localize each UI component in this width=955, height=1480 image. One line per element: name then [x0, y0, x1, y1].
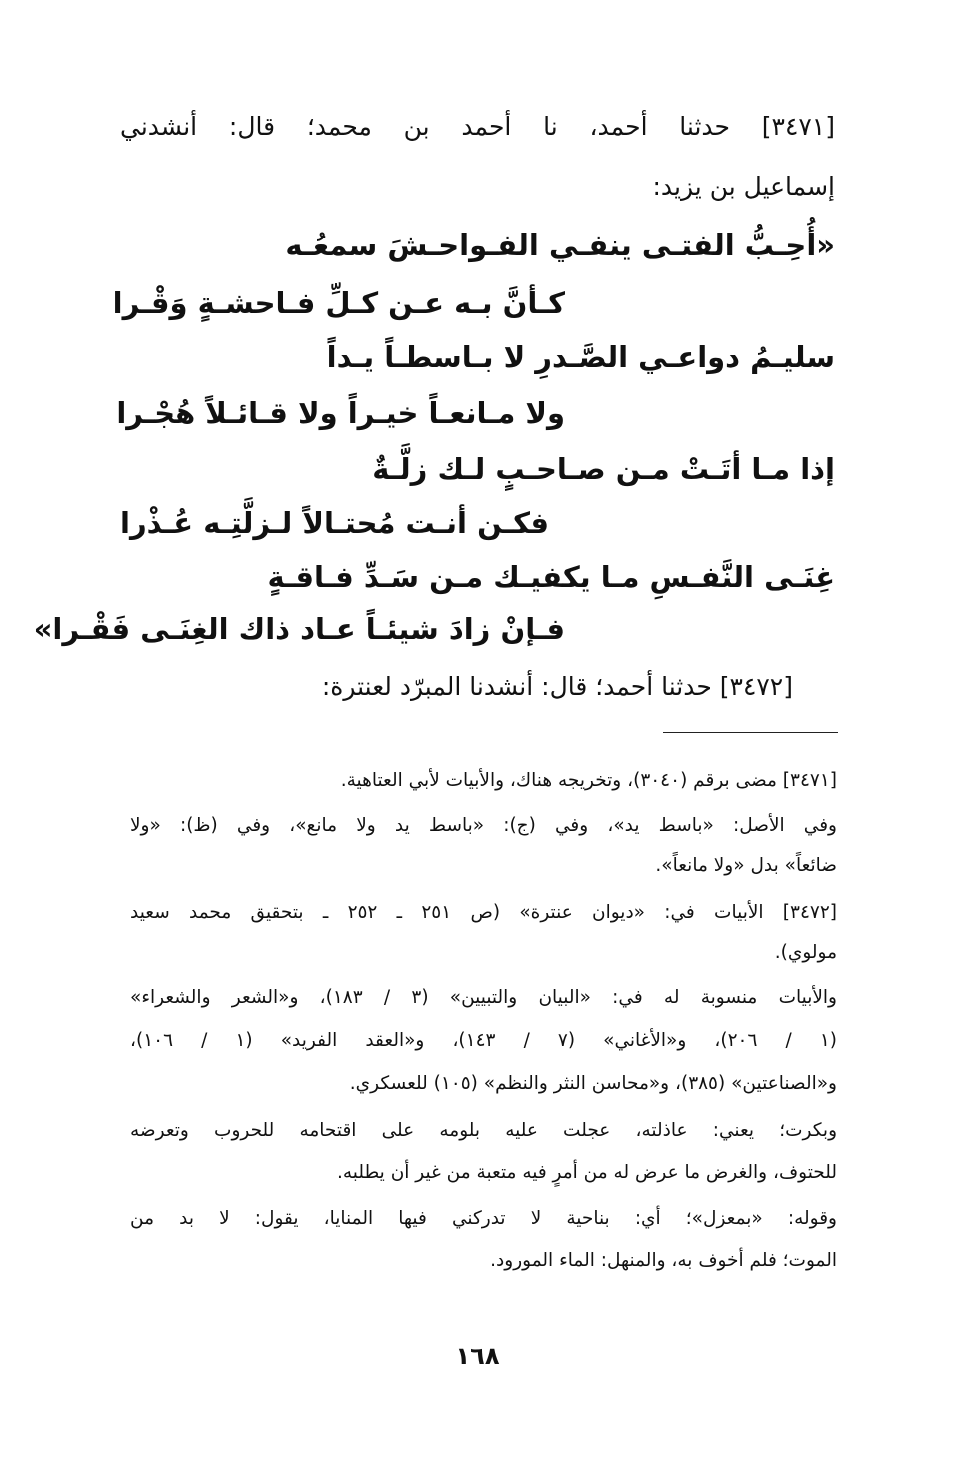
verse-3-hemistich-b: فكـن أنـت مُحتـالاً لـزلَّتِـه عُـذْرا	[120, 506, 549, 540]
verse-3-hemistich-a: إذا مـا أتَـتْ مـن صـاحـبٍ لـك زلَّـةٌ	[372, 452, 835, 486]
verse-1-hemistich-a: «أُحِـبُّ الفتـى ينفـي الفـواحـشَ سمعُـه	[285, 228, 835, 262]
footnote-sources-line-1: والأبيات منسوبة له في: «البيان والتبيين» (٣ / ١٨٣)، و«الشعر والشعراء»	[130, 987, 837, 1008]
footnote-3471: [٣٤٧١] مضى برقم (٣٠٤٠)، وتخريجه هناك، والأبيات لأبي العتاهية.	[340, 770, 837, 791]
verse-2-hemistich-a: سليـمُ دواعـي الصَّـدرِ لا بـاسطـاً يـداً	[326, 340, 835, 374]
footnote-explanation-line-1: وبكرت؛ يعني: عاذلته، عجلت عليه بلومه على اقتحامه للحروب وتعرضه	[130, 1120, 837, 1141]
footnote-explanation-line-2: للحتوف، والغرض ما عرض له من أمرٍ فيه متعبة من غير أن يطلبه.	[336, 1162, 837, 1183]
verse-4-hemistich-b: فـإنْ زادَ شيئـاً عـاد ذاك الغِنَـى فَقْـرا»	[33, 612, 565, 646]
verse-2-hemistich-b: ولا مـانعـاً خيـراً ولا قـائـلاً هُجْـرا	[116, 396, 565, 430]
entry-3471-line-2: إسماعيل بن يزيد:	[652, 172, 835, 201]
verse-1-hemistich-b: كـأنَّ بـه عـن كـلِّ فـاحشـةٍ وَقْـرا	[112, 286, 565, 320]
footnote-variant-line-1: وفي الأصل: «باسط يد»، وفي (ج): «باسط يد ولا مانع»، وفي (ظ): «ولا	[130, 815, 837, 836]
footnote-separator	[663, 732, 838, 733]
entry-3471-line-1: [٣٤٧١] حدثنا أحمد، نا أحمد بن محمد؛ قال: أنشدني	[120, 112, 835, 141]
footnote-sources-line-3: و«الصناعتين» (٣٨٥)، و«محاسن النثر والنظم» (١٠٥) للعسكري.	[349, 1073, 837, 1094]
entry-3472-line: [٣٤٧٢] حدثنا أحمد؛ قال: أنشدنا المبرّد لعنترة:	[321, 672, 793, 701]
footnote-3472-line-2: مولوي).	[774, 942, 837, 963]
verse-4-hemistich-a: غِنَـى النَّفـسِ مـا يكفيـك مـن سَـدِّ فـاقـةٍ	[267, 560, 835, 594]
footnote-3472-line-1: [٣٤٧٢] الأبيات في: «ديوان عنترة» (ص ٢٥١ ـ ٢٥٢ ـ بتحقيق محمد سعيد	[130, 902, 837, 923]
footnote-bimazil-line-1: وقوله: «بمعزل»؛ أي: بناحية لا تدركني فيها المنايا، يقول: لا بد من	[130, 1208, 837, 1229]
footnote-bimazil-line-2: الموت؛ فلم أخوف به، والمنهل: الماء المورود.	[490, 1250, 837, 1271]
footnote-variant-line-2: ضائعاً» بدل «ولا مانعاً».	[655, 855, 837, 876]
footnote-sources-line-2: (١ / ٢٠٦)، و«الأغاني» (٧ / ١٤٣)، و«العقد الفريد» (١ / ١٠٦)،	[130, 1030, 837, 1051]
page-number: ١٦٨	[455, 1342, 500, 1370]
